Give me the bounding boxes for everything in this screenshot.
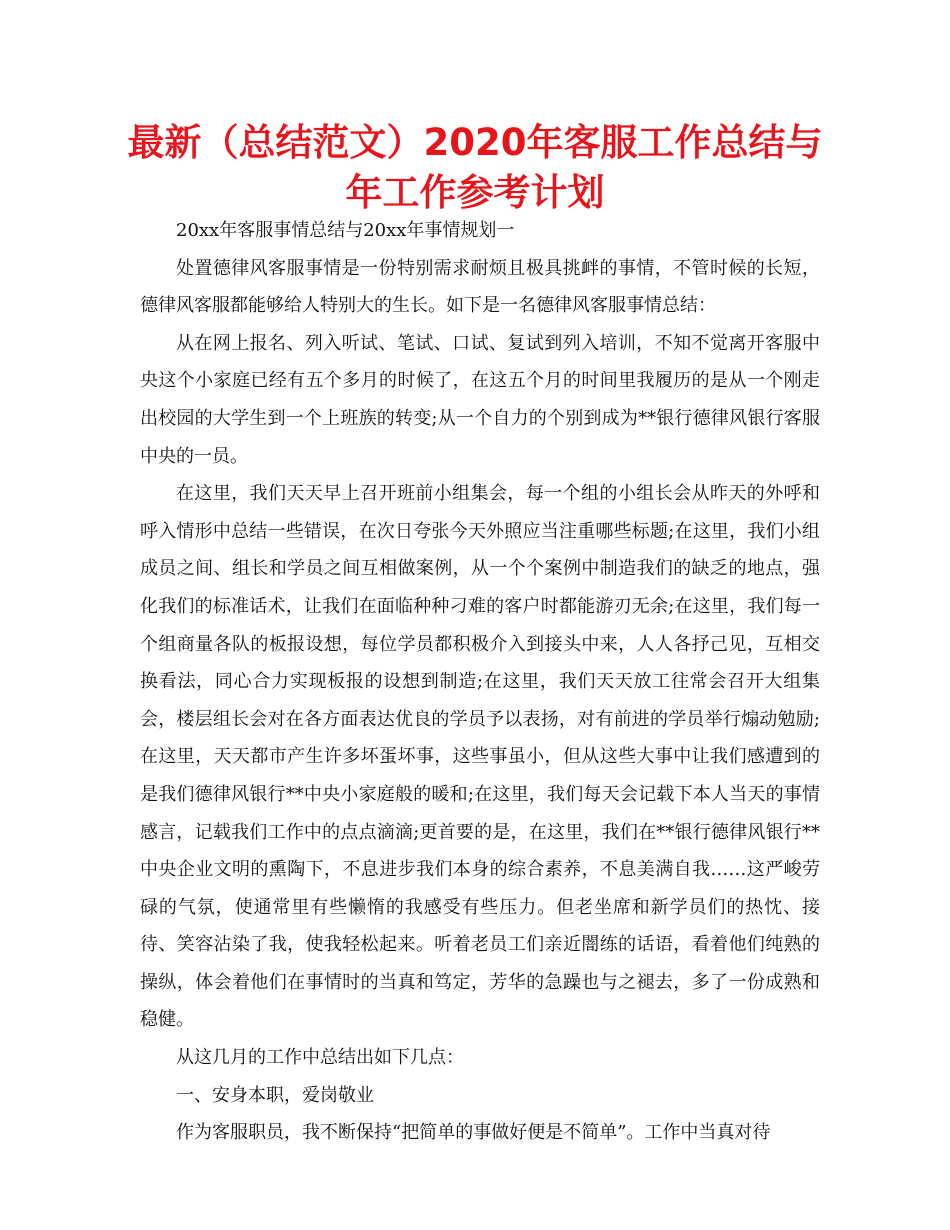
document-title: 最新（总结范文）2020年客服工作总结与年工作参考计划 [127,121,823,214]
paragraph-summary-lead: 从这几月的工作中总结出如下几点： [176,1047,464,1069]
paragraph-daily-work: 在这里，我们天天早上召开班前小组集会，每一个组的小组长会从昨天的外呼和呼入情形中总结一些错误，在次日夸张今天外照应当注重哪些标题;在这里，我们小组成员之间、组长和学员之间互相做案例，从一个个案例中制造我们的缺乏的地点，强化我们的标准话术，让我们在面临种种刁难的客户时都能游刃无余;在这里，我们每一个组商量各队的板报设想，每位学员都积极介入到接头中来，人人各抒己见，互相交换看法，同心合力实现板报的设想到制造;在这里，我们天天放工往常会召开大组集会，楼层组长会对在各方面表达优良的学员予以表扬，对有前进的学员举行煽动勉励;在这里，天天都市产生许多坏蛋坏事，这些事虽小，但从这些大事中让我们感遭到的是我们德律风银行**中央小家庭般的暖和;在这里，我们每天会记载下本人当天的事情感言，记载我们工作中的点点滴滴;更首要的是，在这里，我们在**银行德律风银行**中央企业文明的熏陶下，不息进步我们本身的综合素养，不息美满自我……这严峻劳碌的气氛，使通常里有些懒惰的我感受有些压力。但老坐席和新学员们的热忱、接待、笑容沾染了我，使我轻松起来。听着老员工们亲近闇练的话语，看着他们纯熟的操纵，体会着他们在事情时的当真和笃定，芳华的急躁也与之褪去，多了一份成熟和稳健。 [140,483,820,1031]
paragraph-section-1: 作为客服职员，我不断保持“把简单的事做好便是不简单”。工作中当真对待 [176,1122,771,1144]
document-body [140,212,820,1152]
paragraph-experience: 从在网上报名、列入听试、笔试、口试、复试到列入培训，不知不觉离开客服中央这个小家庭已经有五个多月的时候了，在这五个月的时间里我履历的是从一个刚走出校园的大学生到一个上班族的转变;从一个自力的个别到成为**银行德律风银行客服中央的一员。 [140,332,820,467]
paragraph-subtitle: 20xx年客服事情总结与20xx年事情规划一 [176,220,515,241]
paragraph-intro: 处置德律风客服事情是一份特别需求耐烦且极具挑衅的事情，不管时候的长短，德律风客服都能够给人特别大的生长。如下是一名德律风客服事情总结： [140,257,820,317]
section-heading-1: 一、安身本职，爱岗敬业 [176,1084,374,1106]
